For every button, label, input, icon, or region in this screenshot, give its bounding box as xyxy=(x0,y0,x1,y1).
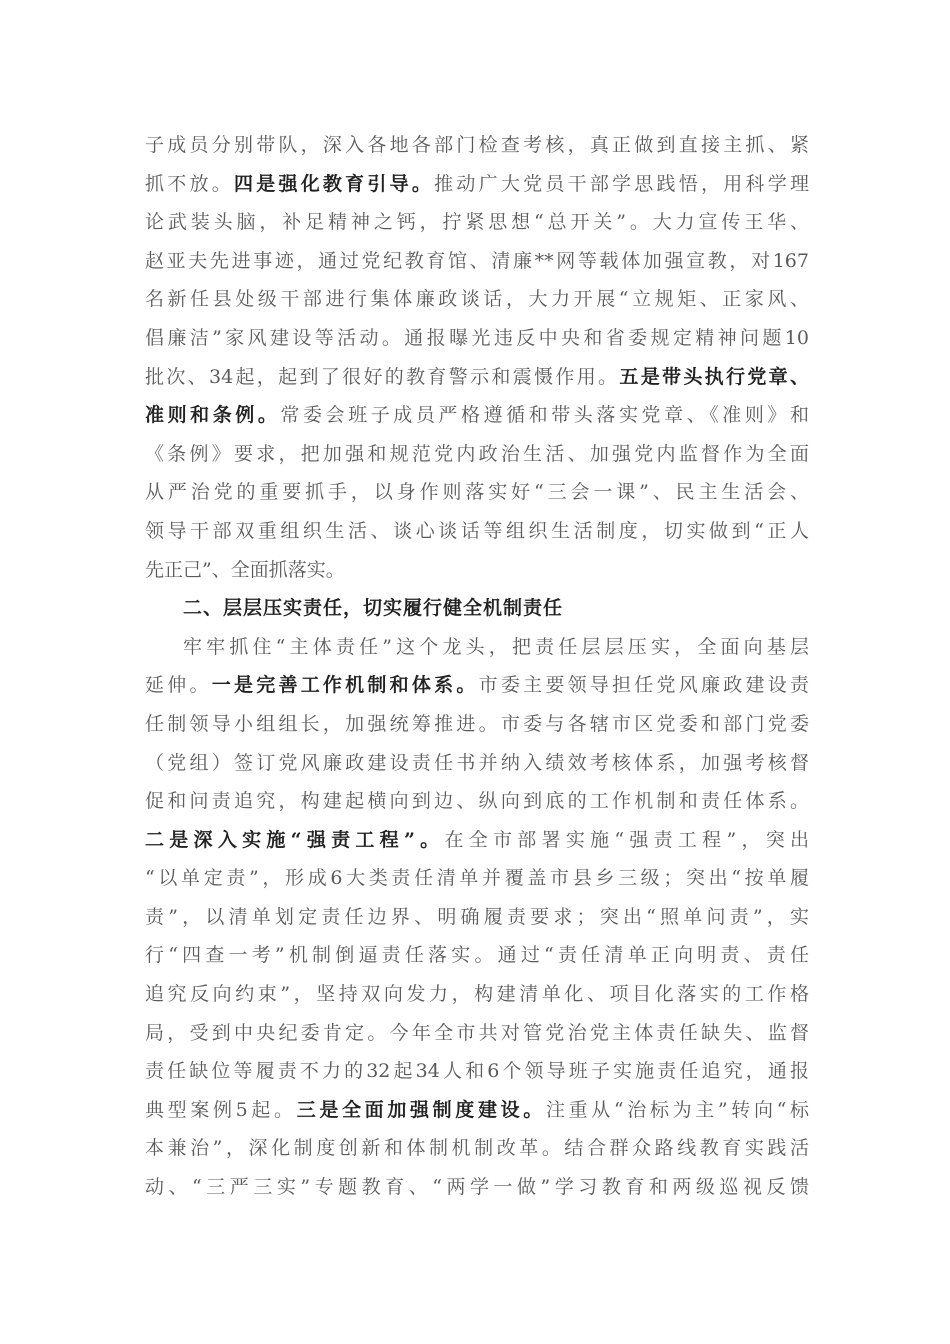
body-text: 推动广大党员干部学思践悟，用科学理 xyxy=(434,172,809,195)
body-text: 责”，以清单划定责任边界、明确履责要求；突出“照单问责”，实 xyxy=(145,905,809,928)
paragraph-first-line xyxy=(145,628,809,667)
body-text: 子成员分别带队，深入各地各部门检查考核，真正做到直接主抓、紧 xyxy=(145,134,809,156)
paragraph-line xyxy=(145,1091,809,1130)
paragraph-line xyxy=(145,666,809,705)
paragraph-line xyxy=(145,396,809,435)
paragraph-line xyxy=(145,1168,809,1207)
body-text: 本兼治”，深化制度创新和体制机制改革。结合群众路线教育实践活 xyxy=(145,1137,809,1160)
document-page xyxy=(145,126,809,1207)
paragraph-line xyxy=(145,203,809,242)
section-heading xyxy=(145,589,809,628)
paragraph-line xyxy=(145,473,809,512)
body-text: 市委主要领导担任党风廉政建设责 xyxy=(478,674,809,697)
body-text: 论武装头脑，补足精神之钙，拧紧思想“总开关”。大力宣传王华、 xyxy=(145,211,809,234)
paragraph-line xyxy=(145,1052,809,1091)
paragraph-line xyxy=(145,975,809,1014)
bold-lead-phrase: 一是完善工作机制和体系。 xyxy=(211,674,479,697)
body-text: 赵亚夫先进事迹，通过党纪教育馆、清廉**网等载体加强宣教，对167 xyxy=(145,249,809,272)
body-text: “以单定责”，形成6大类责任清单并覆盖市县乡三级；突出“按单履 xyxy=(145,867,809,890)
body-text: 追究反向约束”，坚持双向发力，构建清单化、项目化落实的工作格 xyxy=(145,983,809,1006)
body-text: 抓不放。 xyxy=(145,172,234,195)
paragraph-line xyxy=(145,782,809,821)
paragraph-line xyxy=(145,358,809,397)
body-text: 动、“三严三实”专题教育、“两学一做”学习教育和两级巡视反馈 xyxy=(145,1176,809,1199)
body-text: 领导干部双重组织生活、谈心谈话等组织生活制度，切实做到“正人 xyxy=(145,519,809,542)
paragraph-line xyxy=(145,319,809,358)
body-text: 任制领导小组组长，加强统筹推进。市委与各辖市区党委和部门党委 xyxy=(145,712,809,735)
paragraph-line xyxy=(145,744,809,783)
body-text: 局，受到中央纪委肯定。今年全市共对管党治党主体责任缺失、监督 xyxy=(145,1021,809,1044)
bold-lead-phrase: 三是全面加强制度建设。 xyxy=(296,1098,546,1121)
body-text: 名新任县处级干部进行集体廉政谈话，大力开展“立规矩、正家风、 xyxy=(145,288,809,311)
body-text: 常委会班子成员严格遵循和带头落实党章、《准则》和 xyxy=(280,404,809,427)
bold-lead-phrase: 准则和条例。 xyxy=(145,404,281,427)
body-text: 延伸。 xyxy=(145,674,212,697)
paragraph-line xyxy=(145,898,809,937)
body-text: 责任缺位等履责不力的32起34人和6个领导班子实施责任追究，通报 xyxy=(145,1060,809,1083)
bold-lead-phrase: 二是深入实施“强责工程”。 xyxy=(145,828,445,851)
body-text: 《条例》要求，把加强和规范党内政治生活、加强党内监督作为全面 xyxy=(145,442,809,465)
body-text: 批次、34起，起到了很好的教育警示和震慑作用。 xyxy=(145,365,620,388)
body-text: 在全市部署实施“强责工程”，突出 xyxy=(444,828,809,851)
paragraph-line xyxy=(145,859,809,898)
body-text: 从严治党的重要抓手，以身作则落实好“三会一课”、民主生活会、 xyxy=(145,481,809,504)
body-text: 促和问责追究，构建起横向到边、纵向到底的工作机制和责任体系。 xyxy=(145,790,809,813)
body-text: 行“四查一考”机制倒逼责任落实。通过“责任清单正向明责、责任 xyxy=(145,944,809,967)
body-text: 先正己”、全面抓落实。 xyxy=(145,558,345,581)
document-body xyxy=(145,126,809,1207)
paragraph-line xyxy=(145,280,809,319)
paragraph-line xyxy=(145,126,809,165)
paragraph-last-line xyxy=(145,551,809,590)
paragraph-line xyxy=(145,242,809,281)
body-text: 牢牢抓住“主体责任”这个龙头，把责任层层压实，全面向基层 xyxy=(183,635,809,658)
bold-lead-phrase: 五是带头执行党章、 xyxy=(619,365,809,388)
paragraph-line xyxy=(145,936,809,975)
paragraph-line xyxy=(145,821,809,860)
body-text: （党组）签订党风廉政建设责任书并纳入绩效考核体系，加强考核督 xyxy=(145,751,809,774)
body-text: 注重从“治标为主”转向“标 xyxy=(545,1098,809,1121)
paragraph-line xyxy=(145,165,809,204)
paragraph-line xyxy=(145,1129,809,1168)
bold-lead-phrase: 二、层层压实责任，切实履行健全机制责任 xyxy=(183,597,564,620)
body-text: 典型案例5起。 xyxy=(145,1098,297,1121)
body-text: 倡廉洁”家风建设等活动。通报曝光违反中央和省委规定精神问题10 xyxy=(145,326,809,349)
paragraph-line xyxy=(145,512,809,551)
paragraph-line xyxy=(145,1014,809,1053)
paragraph-line xyxy=(145,435,809,474)
bold-lead-phrase: 四是强化教育引导。 xyxy=(233,172,435,195)
paragraph-line xyxy=(145,705,809,744)
